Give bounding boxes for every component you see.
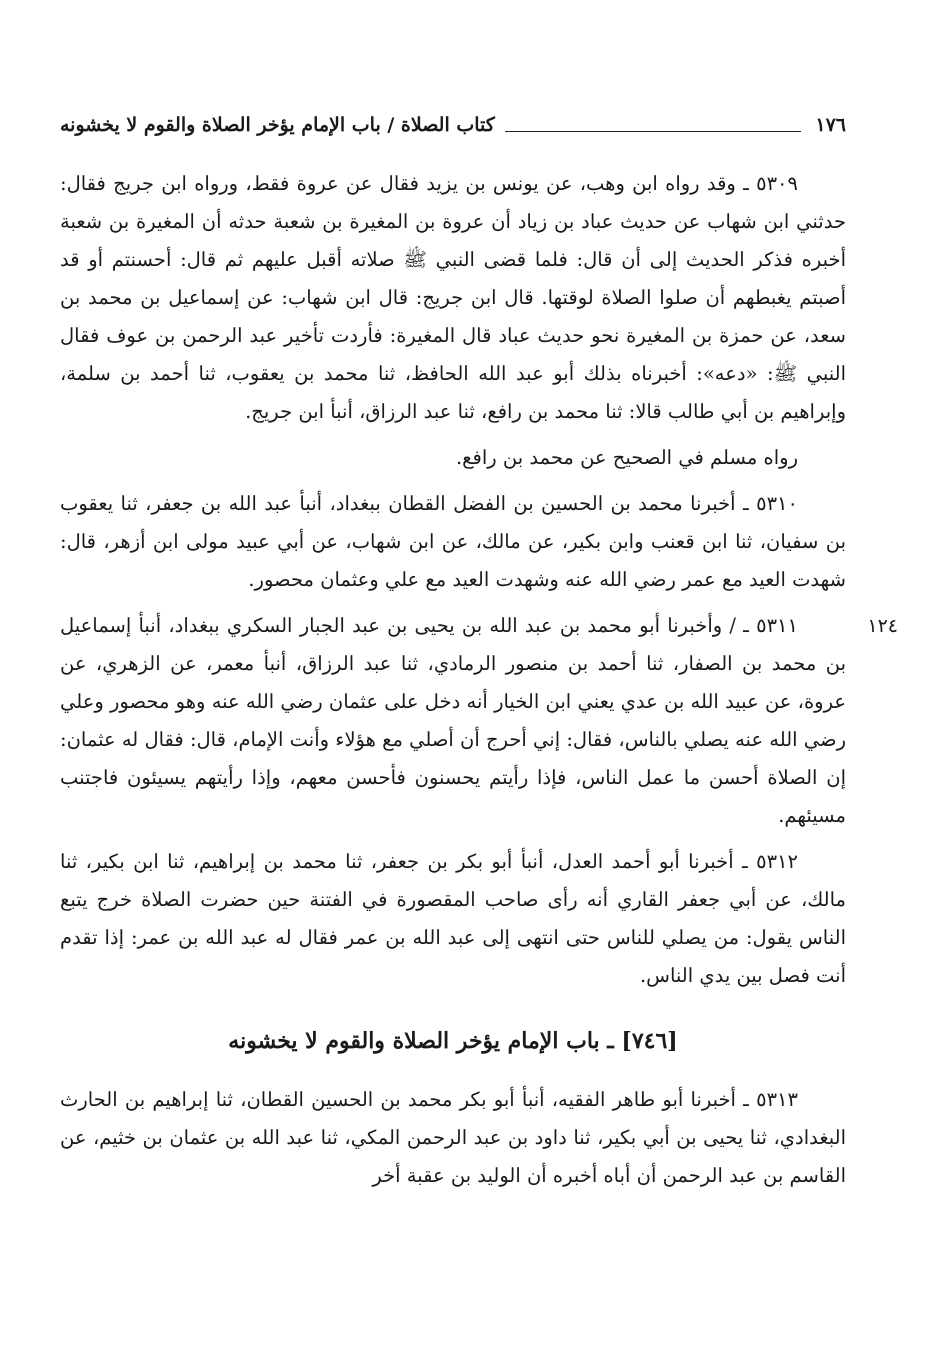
paragraph-5313: ٥٣١٣ ـ أخبرنا أبو طاهر الفقيه، أنبأ أبو بكر محمد بن الحسين القطان، ثنا إبراهيم بن الحارث البغدادي، ثنا يحيى بن أبي بكير، ثنا داود بن عبد الرحمن المكي، ثنا عبد الله بن عثمان بن خثيم، عن القاسم بن عبد الرحمن أن أباه أخبره أن الوليد بن عقبة أخر	[60, 1088, 846, 1187]
paragraph-muslim-note: رواه مسلم في الصحيح عن محمد بن رافع.	[455, 446, 798, 469]
page-number: ١٧٦	[815, 114, 846, 136]
running-header	[60, 110, 846, 140]
paragraph-5310: ٥٣١٠ ـ أخبرنا محمد بن الحسين بن الفضل القطان ببغداد، أنبأ عبد الله بن جعفر، ثنا يعقوب بن سفيان، ثنا ابن قعنب وابن بكير، عن مالك، عن ابن شهاب، عن أبي عبيد مولى ابن أزهر، قال: شهدت العيد مع عمر رضي الله عنه وشهدت العيد مع علي وعثمان محصور.	[60, 492, 846, 591]
section-heading: [٧٤٦] ـ باب الإمام يؤخر الصلاة والقوم لا يخشونه	[228, 1028, 678, 1054]
margin-page-marker: ١٢٤	[867, 615, 898, 637]
running-title: كتاب الصلاة / باب الإمام يؤخر الصلاة والقوم لا يخشونه	[60, 114, 495, 136]
paragraph-5311-wrap	[60, 607, 898, 835]
page	[60, 0, 898, 1372]
paragraph-5312: ٥٣١٢ ـ أخبرنا أبو أحمد العدل، أنبأ أبو بكر بن جعفر، ثنا محمد بن إبراهيم، ثنا ابن بكير، ثنا مالك، عن أبي جعفر القاري أنه رأى صاحب المقصورة في الفتنة حين حضرت الصلاة خرج يتبع الناس يقول: من يصلي للناس حتى انتهى إلى عبد الله بن عمر فقال له عبد الله بن عمر: إذا تقدم أنت فصل بين يدي الناس.	[60, 850, 846, 987]
paragraph-5311: ٥٣١١ ـ / وأخبرنا أبو محمد بن عبد الله بن يحيى بن عبد الجبار السكري ببغداد، أنبأ إسماعيل بن محمد بن الصفار، ثنا أحمد بن منصور الرمادي، ثنا عبد الرزاق، أنبأ معمر، عن الزهري، عن عروة، عن عبيد الله بن عدي يعني ابن الخيار أنه دخل على عثمان رضي الله عنه وهو محصور وعلي رضي الله عنه يصلي بالناس، فقال: إني أحرج أن أصلي مع هؤلاء وأنت الإمام، قال: فقال له عثمان: إن الصلاة أحسن ما عمل الناس، فإذا رأيتم يحسنون فأحسن معهم، وإذا رأيتهم يسيئون فاجتنب مسيئهم.	[60, 614, 846, 827]
header-rule	[505, 131, 802, 132]
paragraph-5309: ٥٣٠٩ ـ وقد رواه ابن وهب، عن يونس بن يزيد فقال عن عروة فقط، ورواه ابن جريج فقال: حدثني ابن شهاب عن حديث عباد بن زياد أن عروة بن المغيرة بن شعبة حدثه أن المغيرة بن شعبة أخبره فذكر الحديث إلى أن قال: فلما قضى النبي ﷺ صلاته أقبل عليهم ثم قال: أحسنتم أو قد أصبتم يغبطهم أن صلوا الصلاة لوقتها. قال ابن جريج: قال ابن شهاب: عن إسماعيل بن محمد بن سعد، عن حمزة بن المغيرة نحو حديث عباد قال المغيرة: فأردت تأخير عبد الرحمن بن عوف فقال النبي ﷺ: «دعه»: أخبرناه بذلك أبو عبد الله الحافظ، ثنا محمد بن يعقوب، ثنا أحمد بن سلمة، وإبراهيم بن أبي طالب قالا: ثنا محمد بن رافع، ثنا عبد الرزاق، أنبأ ابن جريج.	[60, 172, 846, 423]
page-body	[60, 165, 898, 1203]
